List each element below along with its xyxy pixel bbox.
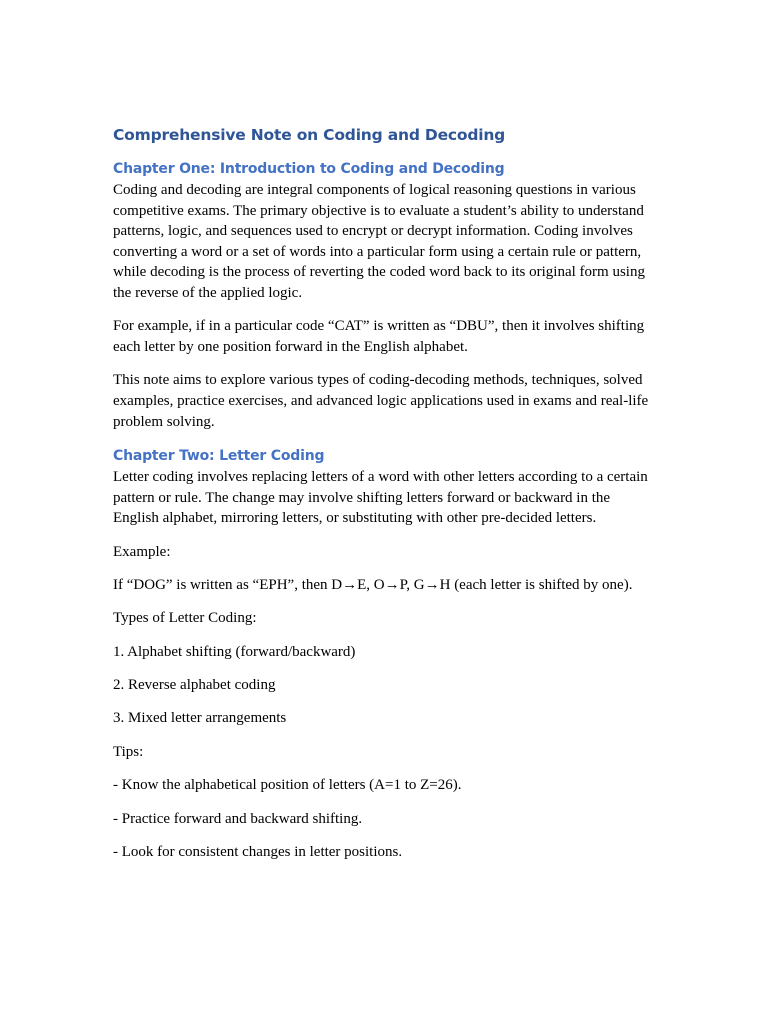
list-item: 3. Mixed letter arrangements (113, 710, 287, 727)
example-label: Example: (113, 543, 171, 560)
chapter-two-section (113, 445, 658, 863)
tips-label: Tips: (113, 743, 144, 760)
chapter-one-section (113, 158, 658, 432)
document-page (113, 124, 658, 875)
document-title: Comprehensive Note on Coding and Decoding (113, 126, 506, 144)
chapter-one-paragraph: This note aims to explore various types of coding-decoding methods, techniques, solved examples, practice exercises, and advanced logic applications used in exams and real-life problem solving. (113, 372, 649, 430)
tip-item: - Look for consistent changes in letter positions. (113, 844, 403, 861)
chapter-one-paragraph: Coding and decoding are integral components of logical reasoning questions in various competitive exams. The primary objective is to evaluate a student’s ability to understand patterns, logic, and sequences used to encrypt or decrypt information. Coding involves converting a word or a set of words into a particular form using a certain rule or pattern, while decoding is the process of reverting the coded word back to its original form using the reverse of the applied logic. (113, 182, 645, 301)
tip-item: - Practice forward and backward shifting. (113, 810, 363, 827)
list-item: 2. Reverse alphabet coding (113, 677, 276, 694)
tip-item: - Know the alphabetical position of letters (A=1 to Z=26). (113, 777, 462, 794)
chapter-one-paragraph: For example, if in a particular code “CAT” is written as “DBU”, then it involves shifting each letter by one position forward in the English alphabet. (113, 318, 645, 355)
chapter-two-paragraph: Letter coding involves replacing letters of a word with other letters according to a certain pattern or rule. The change may involve shifting letters forward or backward in the English alphabet, mirroring letters, or substituting with other pre-decided letters. (113, 468, 648, 527)
chapter-one-heading: Chapter One: Introduction to Coding and Decoding (113, 161, 505, 177)
list-item: 1. Alphabet shifting (forward/backward) (113, 643, 356, 660)
types-label: Types of Letter Coding: (113, 610, 257, 627)
chapter-two-heading: Chapter Two: Letter Coding (113, 447, 325, 464)
example-text: If “DOG” is written as “EPH”, then D→E, O→P, G→H (each letter is shifted by one). (113, 576, 633, 593)
